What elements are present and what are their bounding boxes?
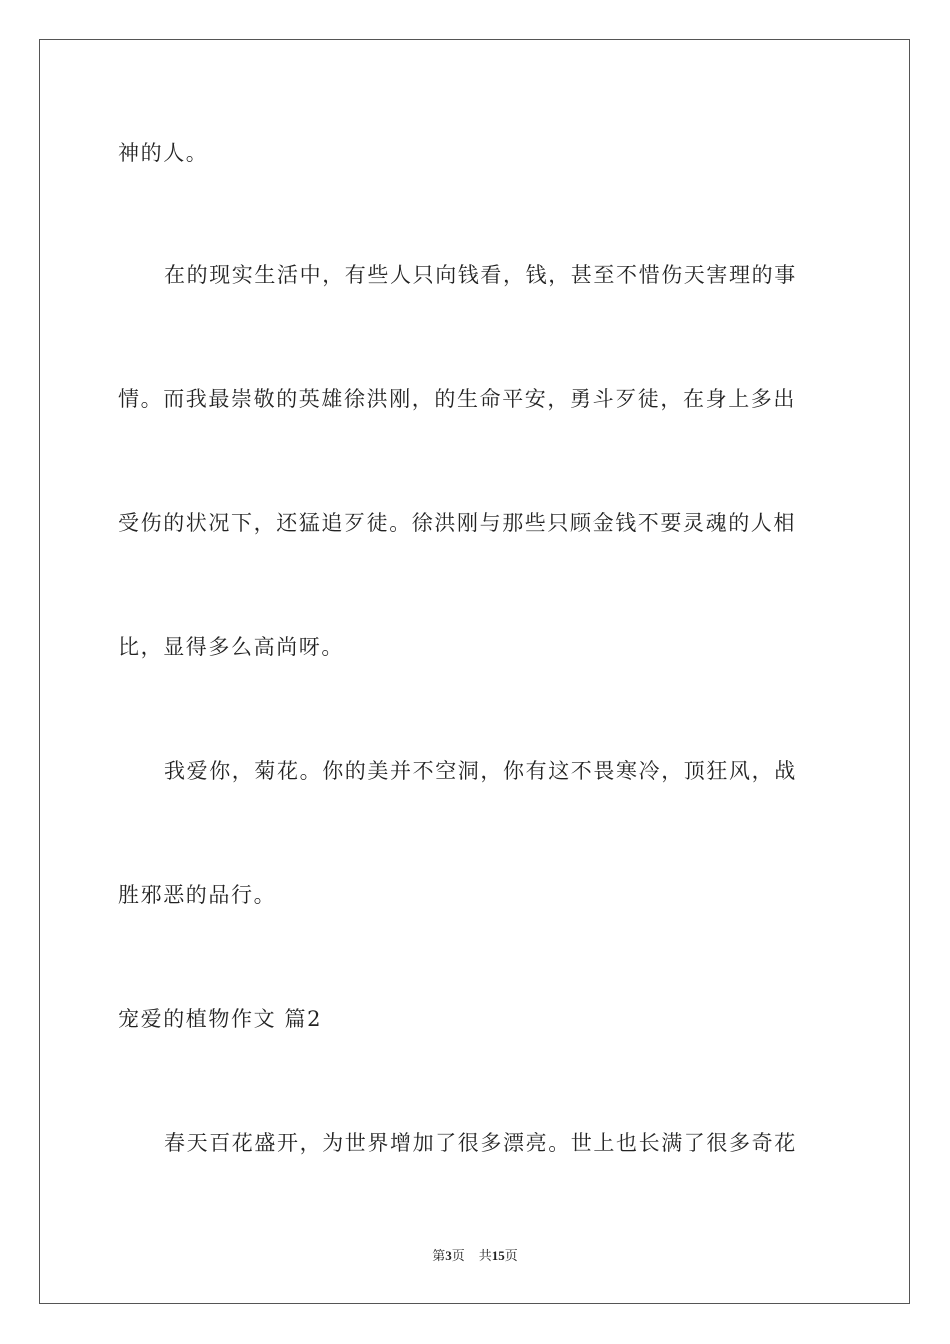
footer-total-pages: 15 — [491, 1248, 505, 1263]
body-line-3: 情。而我最崇敬的英雄徐洪刚，的生命平安，勇斗歹徒，在身上多出 — [118, 387, 796, 411]
footer-total-prefix: 共 — [478, 1248, 492, 1263]
body-line-8: 春天百花盛开，为世界增加了很多漂亮。世上也长满了很多奇花 — [164, 1131, 797, 1155]
body-line-1: 神的人。 — [118, 141, 209, 165]
page-footer — [0, 1246, 950, 1266]
footer-page-prefix: 第 — [432, 1248, 446, 1263]
section-heading: 宠爱的植物作文 篇2 — [118, 1007, 323, 1031]
body-line-2: 在的现实生活中，有些人只向钱看，钱，甚至不惜伤天害理的事 — [164, 263, 797, 287]
body-line-5: 比，显得多么高尚呀。 — [118, 635, 344, 659]
body-line-7: 胜邪恶的品行。 — [118, 883, 277, 907]
body-line-6: 我爱你，菊花。你的美并不空洞，你有这不畏寒冷，顶狂风，战 — [164, 759, 797, 783]
body-line-4: 受伤的状况下，还猛追歹徒。徐洪刚与那些只顾金钱不要灵魂的人相 — [118, 511, 796, 535]
footer-total-suffix: 页 — [504, 1248, 518, 1263]
footer-page-number: 3 — [445, 1248, 452, 1263]
footer-page-suffix: 页 — [451, 1248, 465, 1263]
page-frame — [39, 39, 910, 1304]
